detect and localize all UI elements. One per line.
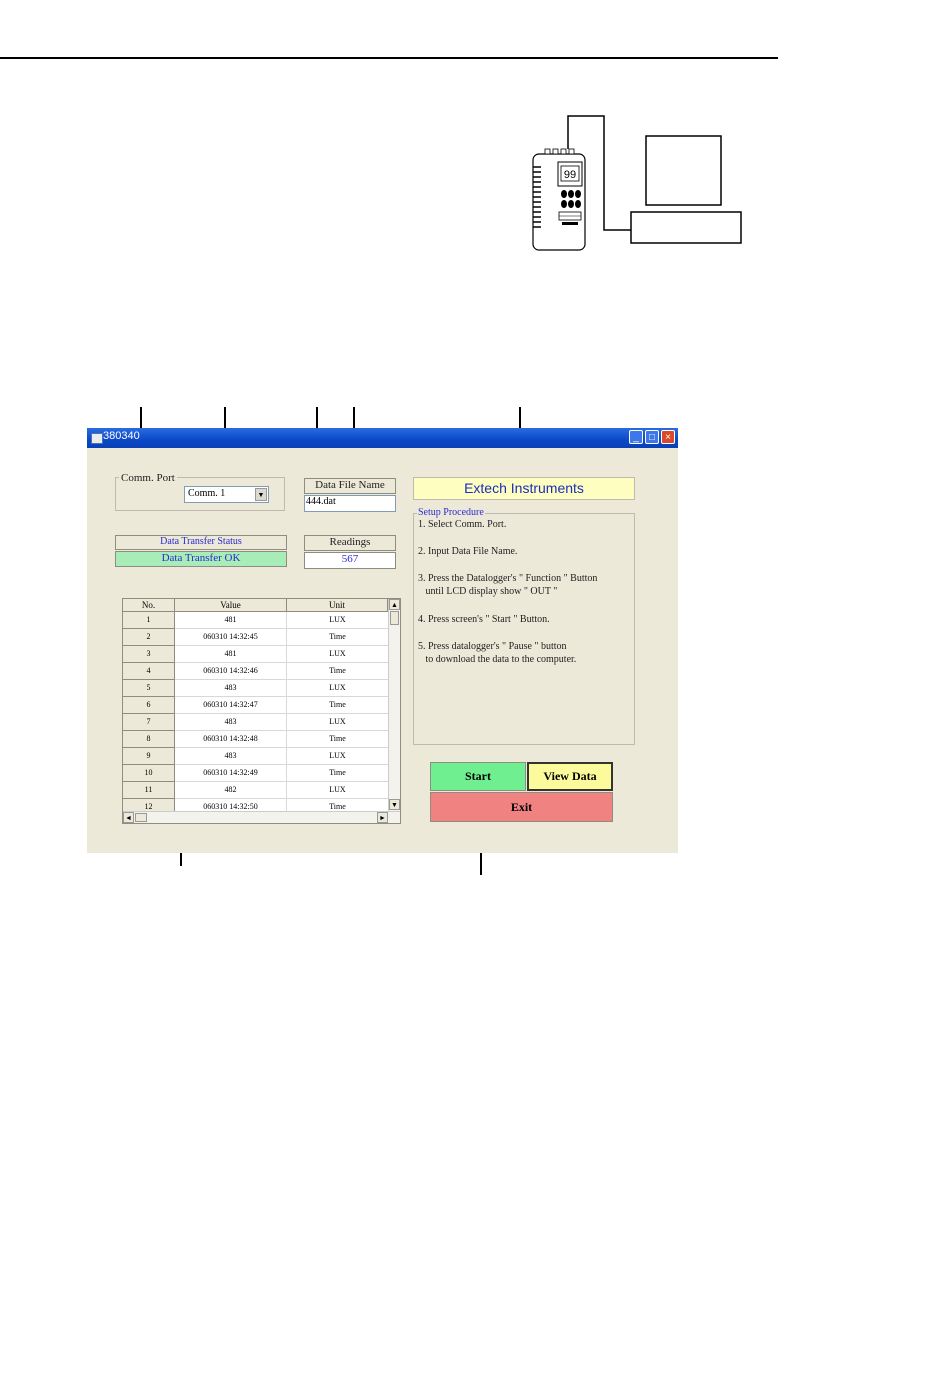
table-cell-value: 481	[175, 646, 287, 663]
window-title: 380340	[103, 430, 140, 442]
comm-port-value: Comm. 1	[188, 488, 226, 499]
table-cell-unit: LUX	[287, 714, 388, 731]
setup-step: 2. Input Data File Name.	[418, 546, 518, 557]
table-row[interactable]	[123, 714, 388, 731]
table-row[interactable]	[123, 697, 388, 714]
scroll-up-icon[interactable]: ▲	[389, 599, 400, 610]
start-button[interactable]: Start	[430, 762, 526, 791]
table-row[interactable]	[123, 646, 388, 663]
comm-port-select[interactable]	[184, 486, 269, 503]
table-cell-unit: LUX	[287, 612, 388, 629]
meter-device-icon	[533, 149, 585, 250]
table-cell-unit: Time	[287, 799, 388, 811]
grid-body	[123, 612, 388, 811]
maximize-icon[interactable]: □	[645, 430, 659, 444]
table-cell-no: 5	[123, 680, 175, 697]
setup-step: 4. Press screen's " Start " Button.	[418, 614, 550, 625]
column-header-no[interactable]: No.	[123, 599, 175, 612]
table-cell-value: 060310 14:32:48	[175, 731, 287, 748]
table-cell-unit: LUX	[287, 680, 388, 697]
brand-title: Extech Instruments	[413, 477, 635, 500]
scroll-left-icon[interactable]: ◄	[123, 812, 134, 823]
computer-icon	[631, 136, 741, 243]
app-window	[87, 428, 678, 853]
table-cell-value: 482	[175, 782, 287, 799]
table-cell-no: 4	[123, 663, 175, 680]
setup-step: to download the data to the computer.	[418, 654, 577, 665]
table-cell-no: 7	[123, 714, 175, 731]
setup-step: until LCD display show " OUT "	[418, 586, 558, 597]
close-icon[interactable]: ×	[661, 430, 675, 444]
readings-label: Readings	[304, 535, 396, 551]
grid-header	[123, 599, 388, 612]
table-cell-value: 483	[175, 748, 287, 765]
table-row[interactable]	[123, 765, 388, 782]
setup-procedure-title: Setup Procedure	[418, 507, 484, 518]
table-cell-unit: Time	[287, 663, 388, 680]
title-bar[interactable]	[87, 428, 678, 448]
table-cell-unit: LUX	[287, 646, 388, 663]
table-row[interactable]	[123, 731, 388, 748]
table-cell-no: 8	[123, 731, 175, 748]
vertical-scrollbar[interactable]	[388, 599, 400, 811]
table-row[interactable]	[123, 680, 388, 697]
table-row[interactable]	[123, 799, 388, 811]
readings-value: 567	[304, 552, 396, 569]
table-row[interactable]	[123, 663, 388, 680]
data-file-name-input[interactable]: 444.dat	[304, 495, 396, 512]
table-row[interactable]	[123, 612, 388, 629]
table-cell-value: 060310 14:32:49	[175, 765, 287, 782]
transfer-status-value: Data Transfer OK	[115, 551, 287, 567]
table-cell-unit: Time	[287, 697, 388, 714]
data-file-name-label: Data File Name	[304, 478, 396, 494]
table-row[interactable]	[123, 748, 388, 765]
comm-port-label: Comm. Port	[121, 472, 175, 484]
scroll-right-icon[interactable]: ►	[377, 812, 388, 823]
table-cell-value: 060310 14:32:46	[175, 663, 287, 680]
table-cell-no: 10	[123, 765, 175, 782]
chevron-down-icon[interactable]: ▼	[255, 488, 267, 501]
meter-display-text: 99	[563, 169, 577, 181]
setup-step: 3. Press the Datalogger's " Function " Button	[418, 573, 598, 584]
table-cell-no: 12	[123, 799, 175, 811]
transfer-status-label: Data Transfer Status	[115, 535, 287, 550]
table-cell-no: 9	[123, 748, 175, 765]
table-cell-unit: Time	[287, 629, 388, 646]
table-cell-value: 483	[175, 680, 287, 697]
table-cell-no: 2	[123, 629, 175, 646]
column-header-value[interactable]: Value	[175, 599, 287, 612]
horizontal-scrollbar[interactable]	[123, 811, 400, 823]
table-row[interactable]	[123, 629, 388, 646]
table-cell-unit: Time	[287, 731, 388, 748]
connection-diagram	[528, 112, 748, 257]
table-cell-no: 1	[123, 612, 175, 629]
column-header-unit[interactable]: Unit	[287, 599, 388, 612]
table-cell-unit: LUX	[287, 748, 388, 765]
table-cell-value: 483	[175, 714, 287, 731]
app-icon	[91, 433, 103, 444]
table-row[interactable]	[123, 782, 388, 799]
setup-step: 1. Select Comm. Port.	[418, 519, 507, 530]
horizontal-scroll-thumb[interactable]	[135, 813, 147, 822]
table-cell-value: 060310 14:32:50	[175, 799, 287, 811]
exit-button[interactable]: Exit	[430, 792, 613, 822]
table-cell-value: 481	[175, 612, 287, 629]
data-grid[interactable]	[122, 598, 401, 824]
table-cell-value: 060310 14:32:47	[175, 697, 287, 714]
table-cell-no: 6	[123, 697, 175, 714]
table-cell-no: 3	[123, 646, 175, 663]
vertical-scroll-thumb[interactable]	[390, 611, 399, 625]
table-cell-unit: LUX	[287, 782, 388, 799]
minimize-icon[interactable]: _	[629, 430, 643, 444]
page-rule	[0, 57, 778, 59]
scroll-down-icon[interactable]: ▼	[389, 799, 400, 810]
table-cell-value: 060310 14:32:45	[175, 629, 287, 646]
setup-step: 5. Press datalogger's " Pause " button	[418, 641, 567, 652]
table-cell-unit: Time	[287, 765, 388, 782]
table-cell-no: 11	[123, 782, 175, 799]
view-data-button[interactable]: View Data	[527, 762, 613, 791]
